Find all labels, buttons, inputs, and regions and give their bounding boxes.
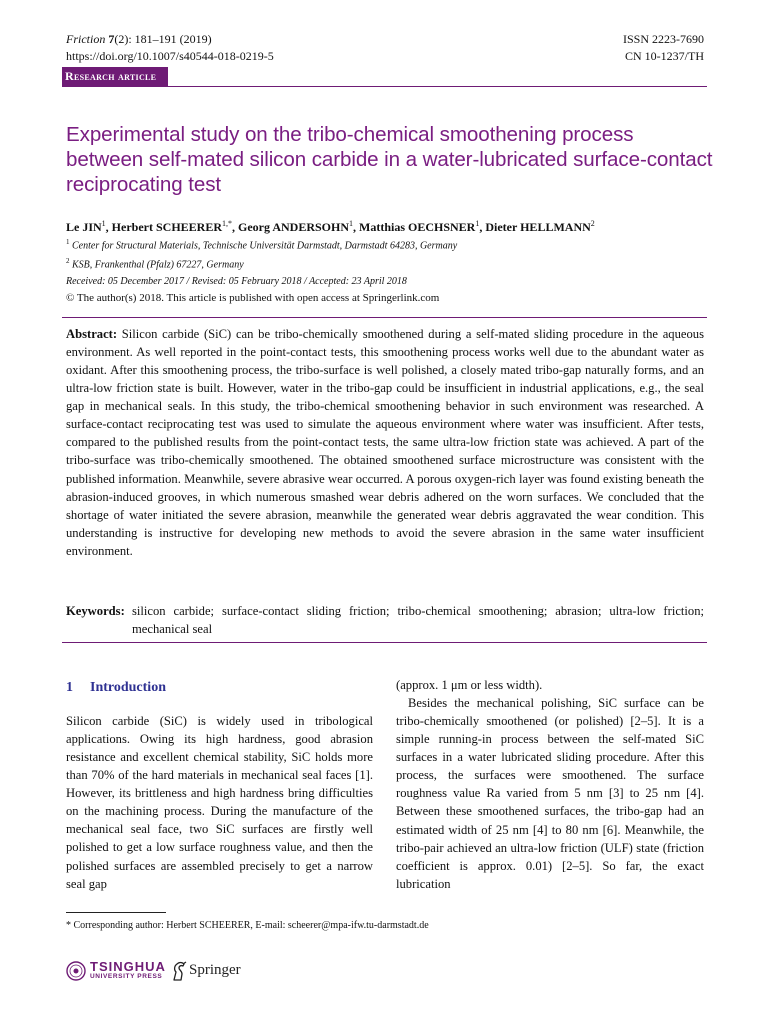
- article-title: Experimental study on the tribo-chemical smoothening process between self-mated silicon carbide in a water-lubricated surface-contact reciprocating test: [66, 123, 713, 196]
- affiliation-2: [66, 257, 244, 270]
- author-affiliation-marker: 1,*: [222, 219, 232, 228]
- issn: ISSN 2223-7690: [622, 32, 704, 46]
- tsinghua-subtitle: UNIVERSITY PRESS: [90, 973, 163, 980]
- author-list: Le JIN$^1$, Herbert $SCHEERER^{1,*}$, Georg ANDERSOHN$^1$, Matthias OECHSNER$^1$, Dieter HELLMANN$^2$: [66, 219, 595, 234]
- author-name: Georg ANDERSOHN: [238, 220, 349, 234]
- copyright-notice: © The author(s) 2018. This article is published with open access at Springerlink.com: [66, 292, 440, 304]
- section-number: 1: [66, 680, 73, 695]
- cn-number: CN 10-1237/TH: [625, 49, 704, 63]
- section-heading: [66, 680, 166, 696]
- affiliation-marker: 2: [66, 257, 70, 265]
- section-title: Introduction: [90, 680, 166, 695]
- corresponding-author-footnote: * Corresponding author: Herbert SCHEERER, E-mail: scheerer@mpa-ifw.tu-darmstadt.de: [66, 920, 429, 931]
- journal-issue-pages: (2): 181–191 (2019): [114, 32, 212, 46]
- author-affiliation-marker: 1: [349, 219, 353, 228]
- abstract-bottom-rule: [62, 642, 707, 643]
- keywords-text: silicon carbide; surface-contact sliding friction; tribo-chemical smoothening; abrasion; ultra-low friction; mechanical seal: [132, 604, 704, 636]
- intro-paragraph-2: Besides the mechanical polishing, SiC surface can be tribo-chemically smoothened (or polished) [2–5]. It is a simple running-in process between the self-mated SiC surfaces in a water lubricated sliding procedure. After this process, the surfaces were smoothened. The surface roughness value Ra varied from 5 nm [3] to 25 nm [4]. Between these smoothened surfaces, the tribo-gap had an estimated width of 25 nm [4] to 80 nm [6]. Meanwhile, the tribo-pair achieved an ultra-low friction (ULF) state (friction coefficient is approx. 0.01) [2–5]. So far, the exact lubrication: [396, 696, 704, 891]
- footnote-rule: [66, 912, 166, 913]
- doi-link[interactable]: https://doi.org/10.1007/s40544-018-0219-5: [66, 49, 274, 63]
- abstract-label: Abstract:: [66, 327, 118, 341]
- author-affiliation-marker: 1: [475, 219, 480, 228]
- author-name: Le JIN: [66, 220, 102, 234]
- journal-volume: 7: [108, 32, 115, 46]
- abstract-text: Silicon carbide (SiC) can be tribo-chemically smoothened during a self-mated sliding procedure in the aqueous environment. As well reported in the point-contact tests, this smoothening process works well due to the abundant water as oxidant. After this smoothening process, the tribo-surface is well polished, a closely mated tribo-gap naturally forms, and an ultra-low friction state is built. However, water in the tribo-gap could be insufficient in industrial applications, e.g., the seal gap in mechanical seals. In this study, the tribo-chemical smoothening behavior in such environment was researched. A surface-contact reciprocating test was used to simulate the aqueous environment where water was insufficient. After tests, compared to the published results from the point-contact tests, the same ultra-low friction state was achieved. A part of the tribo-surface was tribo-chemically smoothened. The obtained smoothened surface microstructure was consistent with the published information. Meanwhile, severe abrasive wear occurred. A porous oxygen-rich layer was found existing beneath the abrasion-induced grooves, in which numerous smashed wear debris adhered on the worn surfaces. We concluded that the shortage of water initiated the severe abrasion, meanwhile the generated wear debris aggravated the wear condition. This understanding is instructive for developing new methods to avoid the severe abrasion in the same water insufficient environment.: [66, 327, 704, 558]
- abstract-top-rule: [62, 317, 707, 318]
- springer-horse-icon: [170, 960, 188, 982]
- intro-left-column: Silicon carbide (SiC) is widely used in tribological applications. Owing its high hardness, good abrasion resistance and excellent chemical stability, SiC holds more than 70% of the hard materials in mechanical seal faces [1]. However, its brittleness and high hardness bring difficulties on the machining process. During the manufacture of the mechanical seal face, two SiC surfaces are firstly well polished to get a low surface roughness value, and then the polished surfaces are assembled precisely to get a narrow seal gap: [66, 714, 373, 891]
- author-affiliation-marker: 1: [101, 219, 106, 228]
- author-affiliation-marker: 2: [590, 219, 595, 228]
- article-dates: Received: 05 December 2017 / Revised: 05 February 2018 / Accepted: 23 April 2018: [66, 276, 407, 287]
- article-type-label: Research article: [62, 67, 168, 86]
- affiliation-1: [66, 238, 457, 251]
- affiliation-marker: 1: [66, 238, 70, 246]
- springer-wordmark: Springer: [189, 962, 241, 978]
- author-name: Matthias OECHSNER: [359, 220, 476, 234]
- abstract: [66, 325, 704, 560]
- journal-citation: [66, 31, 212, 47]
- affiliation-text: KSB, Frankenthal (Pfalz) 67227, Germany: [72, 259, 244, 271]
- affiliation-text: Center for Structural Materials, Technische Universität Darmstadt, Darmstadt 64283, Germany: [72, 240, 458, 252]
- journal-name: Friction: [66, 32, 106, 46]
- tsinghua-seal-icon: [66, 961, 86, 981]
- intro-right-column: [396, 676, 704, 893]
- tsinghua-wordmark: TSINGHUA: [90, 959, 166, 974]
- author-name: Dieter HELLMANN: [485, 220, 591, 234]
- intro-paragraph-continuation: (approx. 1 μm or less width).: [396, 678, 543, 692]
- article-type-bar: [62, 67, 707, 87]
- author-name: Herbert SCHEERER: [111, 220, 222, 234]
- keywords-label: Keywords:: [66, 604, 125, 618]
